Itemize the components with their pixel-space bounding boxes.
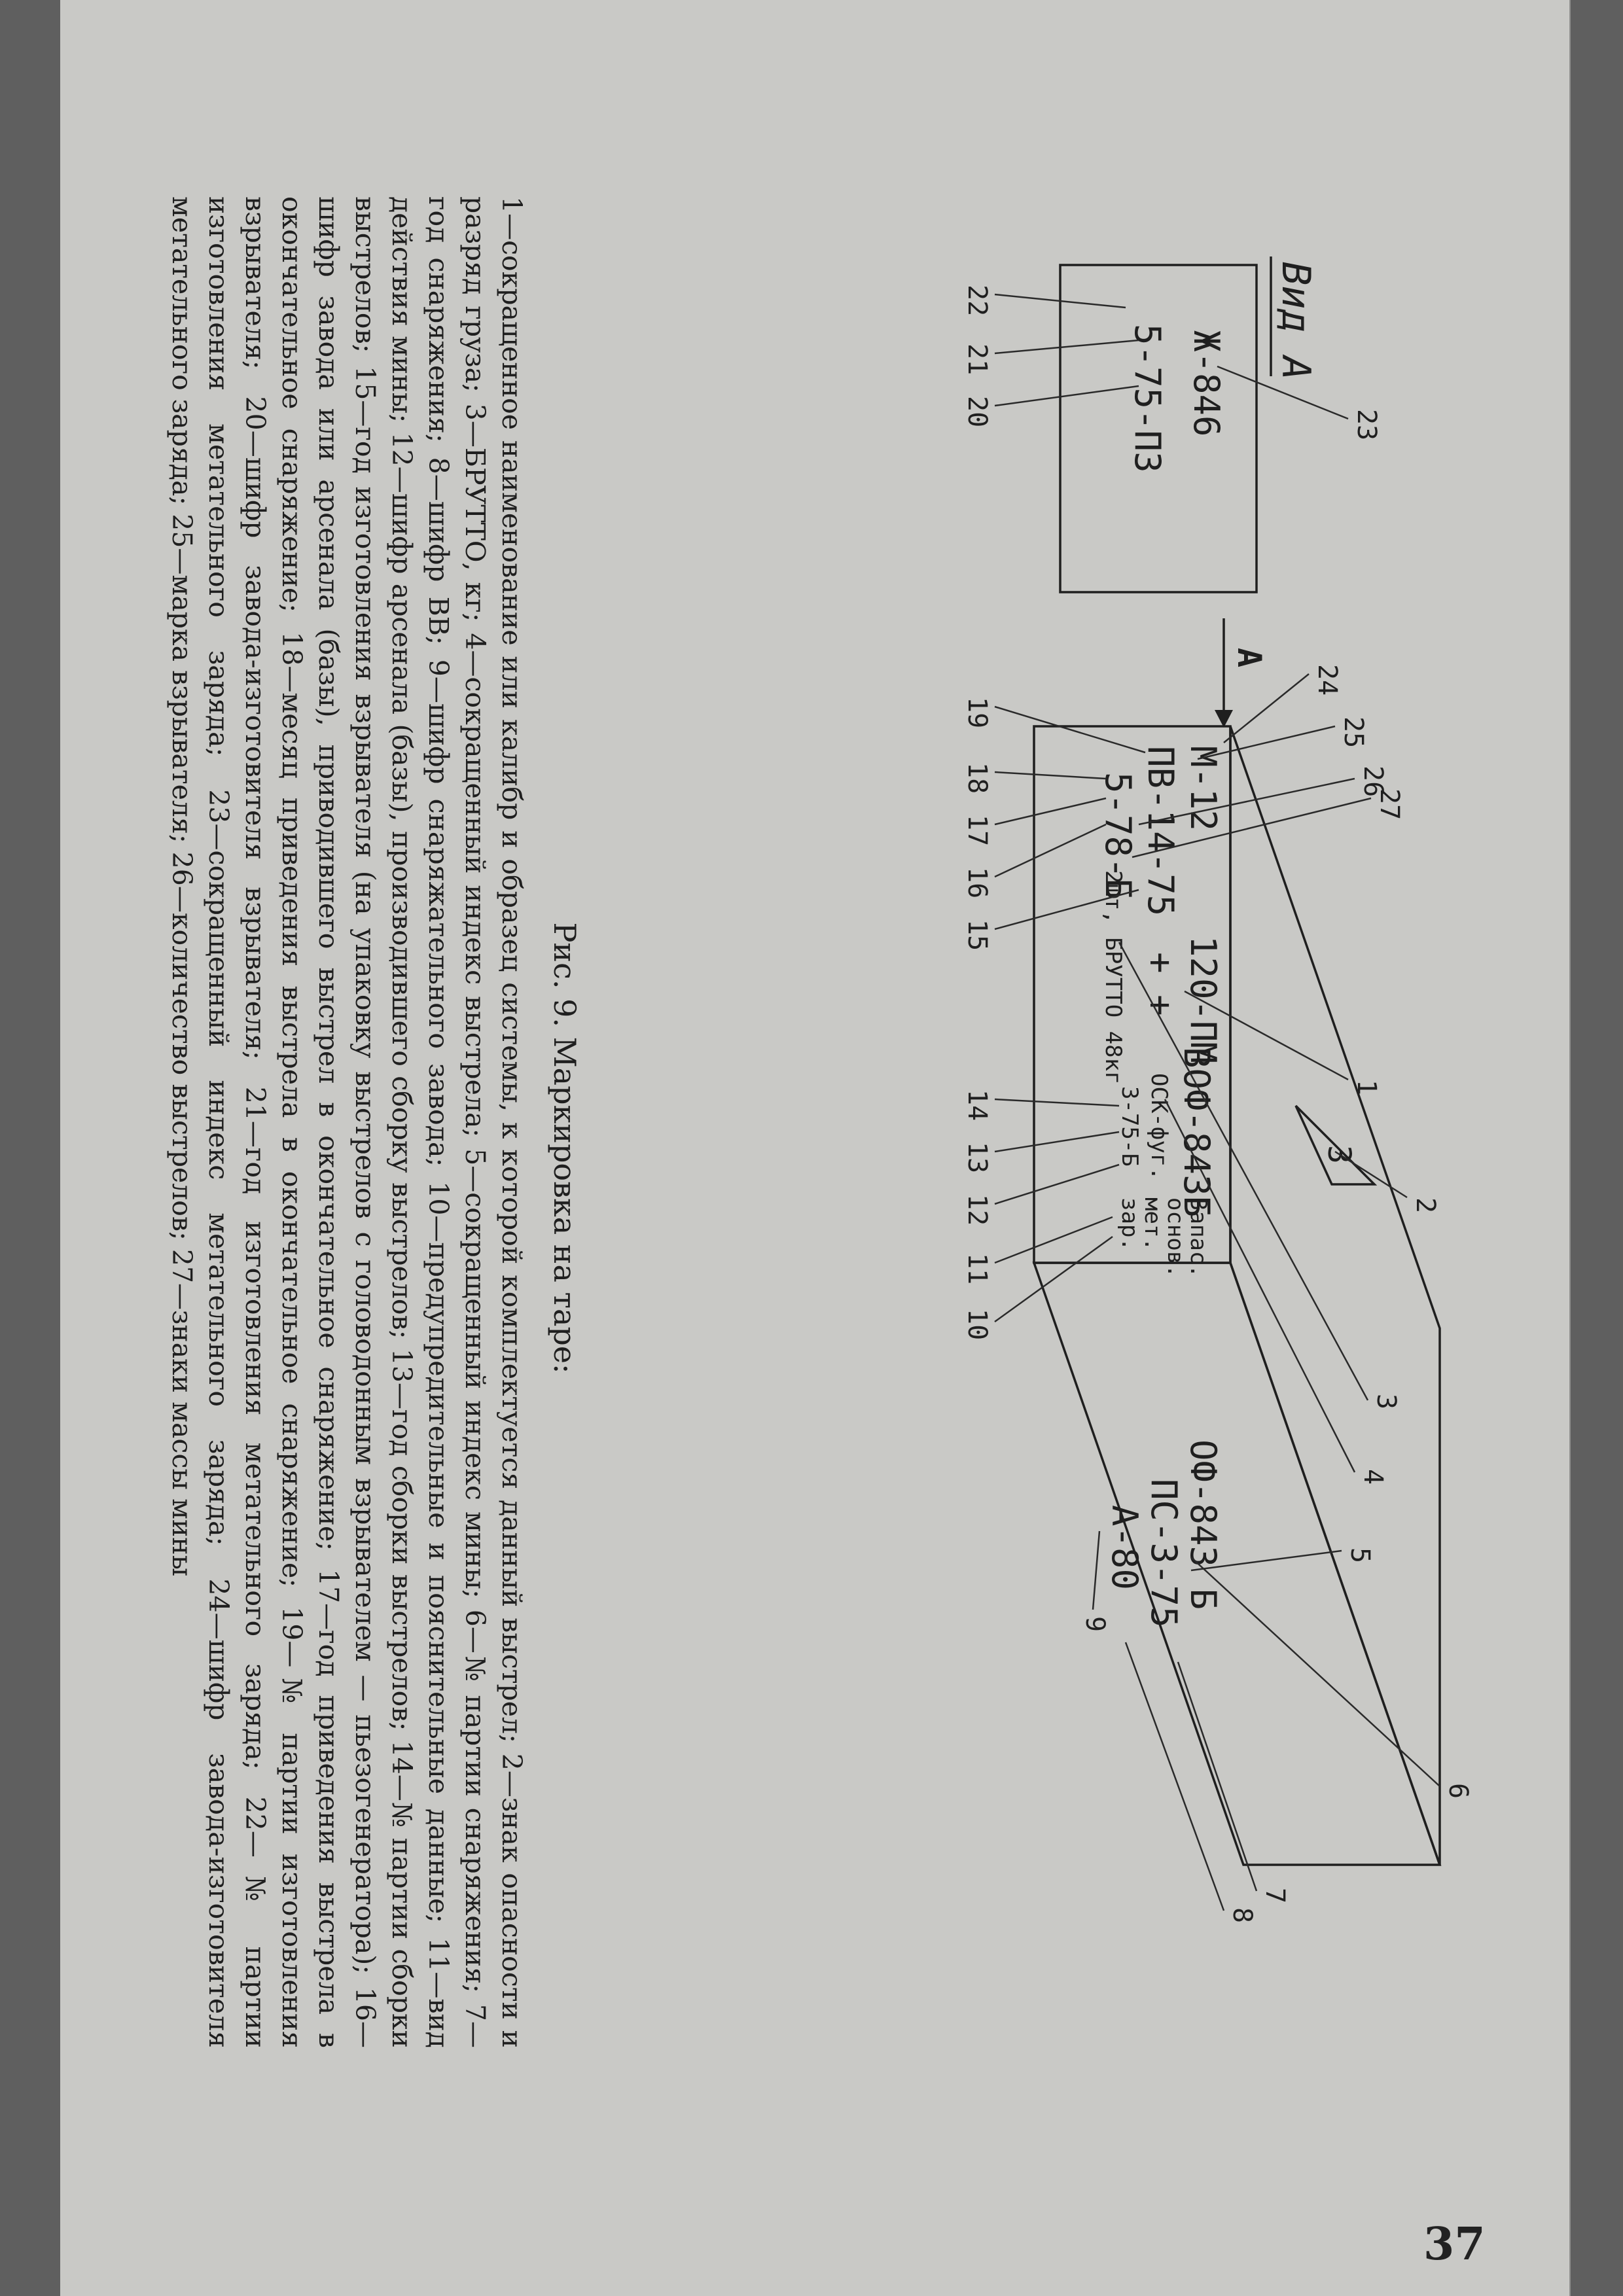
callout-16: 16 (962, 867, 992, 899)
legend-item: 13—год сборки выстрелов; (386, 1348, 418, 1740)
legend-item: 7—год снаряжения; (423, 196, 491, 2048)
side-note-2: основ. (1162, 1197, 1188, 1278)
callout-7: 7 (1260, 1888, 1290, 1904)
callout-8: 8 (1227, 1907, 1257, 1924)
legend-item: 12—шифр арсенала (базы), производившего сборку выстрелов; (386, 432, 418, 1349)
callout-15: 15 (962, 919, 992, 951)
callout-14: 14 (962, 1089, 992, 1122)
page-number: 37 (1423, 2218, 1486, 2270)
callout-5: 5 (1345, 1547, 1375, 1564)
leader-2 (1335, 1152, 1407, 1197)
legend-item: 17—год приведения выстрела в окончательное снаряжение; (276, 196, 344, 2049)
front-pv: ПВ-14-75 (1140, 746, 1181, 917)
view-line-1: Ж-846 (1186, 330, 1227, 437)
front-b375: 3-75-Б (1116, 1086, 1143, 1167)
front-m12: М-12 (1183, 746, 1224, 832)
callout-4: 4 (1358, 1469, 1388, 1485)
legend-item: 21—год изготовления метательного заряда; (240, 1086, 271, 1797)
legend-item: 26—количество выстрелов; (166, 851, 198, 1249)
legend-item: 5—сокращенный индекс мины; (459, 1148, 491, 1610)
hazard-digit: 3 (1321, 1145, 1357, 1164)
callout-22: 22 (962, 285, 992, 317)
front-b578: 5-78-Б (1097, 772, 1139, 900)
box-top-face (1230, 726, 1440, 1865)
legend-item: 3—БРУТТО, кг; (459, 403, 491, 633)
callout-25: 25 (1338, 716, 1368, 749)
legend-item: 15—год изготовления взрывателя (на упаковку выстрелов с головодонным взрывателем — пьезогенератора); (349, 366, 381, 1987)
leader-14 (995, 1099, 1119, 1106)
end-line-2: ПС-3-75 (1143, 1479, 1185, 1628)
legend-item: 23—сокращенный индекс метательного заряда; (203, 789, 234, 1579)
leader-7 (1178, 1662, 1257, 1891)
front-plus: + + (1140, 952, 1181, 1016)
legend-item: 20—шифр завода-изготовителя взрывателя; (240, 396, 271, 1087)
callout-6: 6 (1443, 1783, 1473, 1799)
front-brutto: 2шт, БРУТТО 48кг (1100, 870, 1126, 1085)
leader-18 (995, 772, 1106, 779)
legend-item: 27—знаки массы мины (166, 1248, 198, 1577)
view-arrow-label: А (1230, 648, 1268, 668)
callout-21: 21 (962, 344, 992, 376)
legend-item: 2—знак опасности и разряд груза; (459, 196, 527, 2048)
legend-item: 22—№ партии изготовления метательного заряда; (203, 196, 271, 2048)
view-title: Вид А (1273, 262, 1319, 380)
legend-item: 14—№ партии сборки выстрелов; (349, 196, 418, 2048)
leader-8 (1126, 1642, 1224, 1911)
leader-19 (995, 707, 1145, 752)
leader-12 (995, 1165, 1119, 1204)
front-osk: ОСК-фуг. (1146, 1073, 1172, 1180)
side-note-1: Запас. (1185, 1197, 1211, 1278)
front-vof: ВОФ-843Б (1176, 1047, 1217, 1218)
front-pm: 120-ПМ (1183, 936, 1224, 1064)
side-note-4: зар. (1116, 1197, 1143, 1251)
callout-23: 23 (1351, 409, 1382, 441)
end-line-1: ОФ-843 Б (1183, 1439, 1224, 1610)
callout-3: 3 (1371, 1394, 1401, 1410)
callout-24: 24 (1312, 664, 1342, 696)
figure-legend (164, 196, 530, 2048)
leader-11 (995, 1217, 1113, 1263)
leader-25 (1198, 726, 1335, 759)
callout-2: 2 (1410, 1197, 1440, 1214)
callout-10: 10 (962, 1309, 992, 1341)
callout-17: 17 (962, 815, 992, 847)
legend-item: 25—марка взрывателя; (166, 514, 198, 852)
leader-21 (995, 340, 1139, 353)
marking-figure (524, 0, 1505, 2296)
leader-13 (995, 1132, 1119, 1152)
leader-6 (1191, 1557, 1440, 1786)
legend-item: 9—шифр снаряжательного завода; (423, 659, 454, 1182)
legend-item: 8—шифр ВВ; (423, 457, 454, 660)
callout-1: 1 (1351, 1080, 1382, 1096)
legend-item: 1—сокращенное наименование или калибр и образец системы, к которой комплектуется данный выстрел; (496, 196, 527, 1754)
leader-17 (995, 798, 1106, 824)
leader-24 (1224, 674, 1309, 743)
legend-item: 10—предупредительные и пояснительные данные; (423, 1181, 454, 1938)
legend-item: 19—№ партии изготовления взрывателя; (240, 196, 308, 2049)
callout-26: 26 (1358, 766, 1388, 798)
legend-item: 24—шифр завода-изготовителя метательного заряда; (166, 196, 234, 2048)
end-line-3: А-80 (1104, 1505, 1145, 1591)
view-line-2: 5-75-ПЗ (1127, 324, 1168, 473)
callout-18: 18 (962, 762, 992, 794)
legend-item: 4—сокращенный индекс выстрела; (459, 633, 491, 1149)
figure-caption: Рис. 9. Маркировка на таре: (547, 922, 582, 1374)
leader-10 (995, 1237, 1113, 1322)
view-arrow-head (1215, 710, 1233, 728)
legend-item: 16—шифр завода или арсенала (базы), приводившего выстрел в окончательное снаряжение; (313, 196, 381, 2048)
leader-16 (995, 824, 1106, 877)
page-edge-shadow (1569, 0, 1571, 2296)
callout-27: 27 (1374, 788, 1404, 821)
legend-item: 18—месяц приведения выстрела в окончательное снаряжение; (276, 631, 308, 1607)
callout-19: 19 (962, 697, 992, 729)
callout-12: 12 (962, 1194, 992, 1226)
side-note-3: мет. (1139, 1197, 1166, 1251)
leader-9 (1093, 1531, 1099, 1610)
callout-11: 11 (962, 1253, 992, 1285)
callout-13: 13 (962, 1142, 992, 1174)
legend-item: 6—№ партии снаряжения; (459, 1609, 491, 2004)
leader-20 (995, 386, 1139, 406)
callout-9: 9 (1080, 1616, 1110, 1633)
callout-20: 20 (962, 396, 992, 428)
legend-item: 11—вид действия мины; (386, 196, 454, 2048)
